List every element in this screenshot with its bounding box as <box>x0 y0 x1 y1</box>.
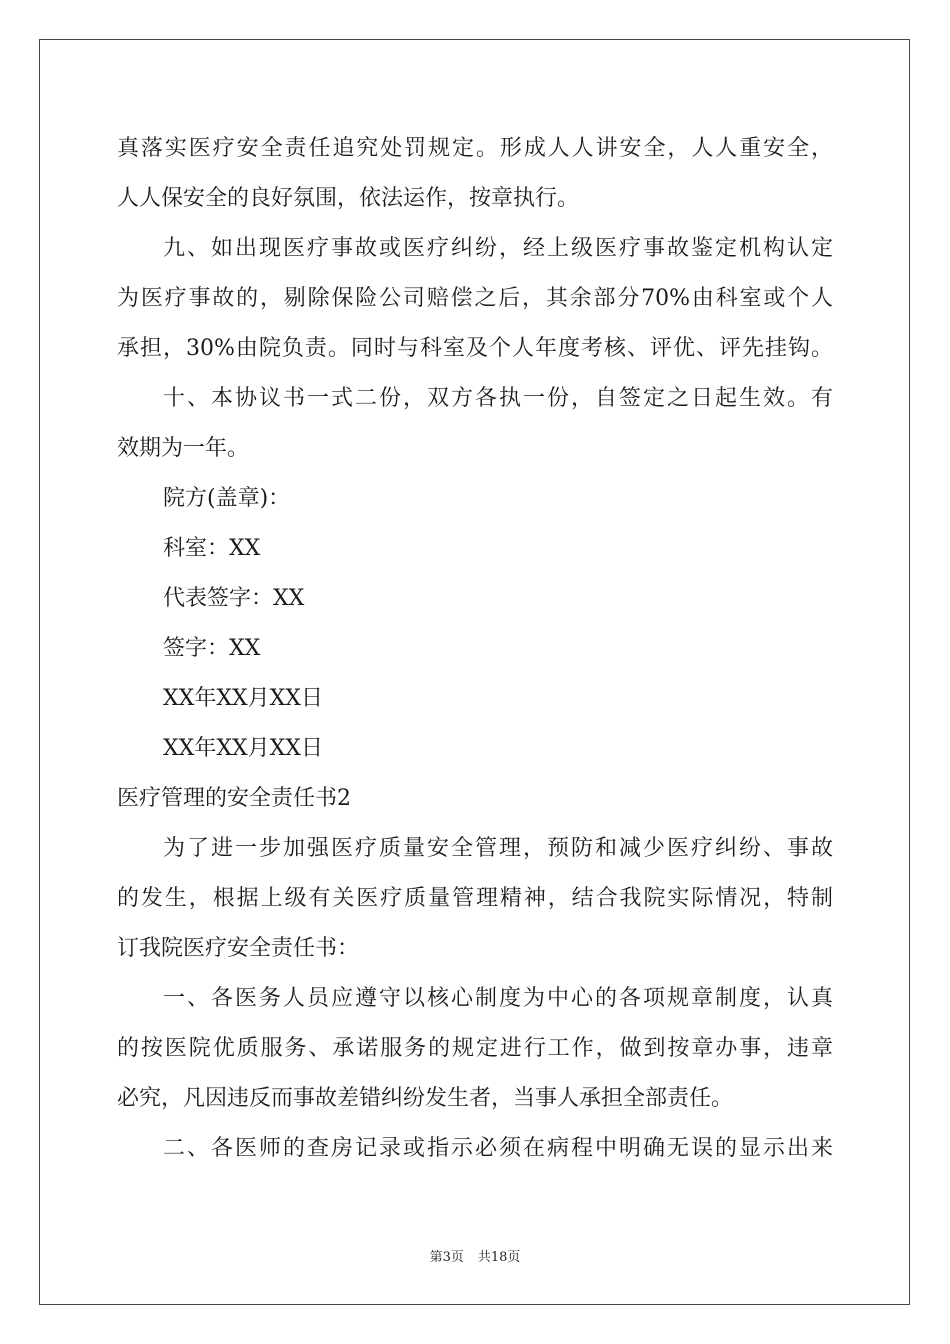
text-line: 十、本协议书一式二份，双方各执一份，自签定之日起生效。有 <box>163 386 833 411</box>
text-line: 效期为一年。 <box>117 436 250 461</box>
text-line: 科室：XX <box>163 536 261 561</box>
text-line: 医疗管理的安全责任书2 <box>117 786 351 811</box>
document-body <box>117 124 833 1174</box>
text-line: XX年XX月XX日 <box>163 736 323 761</box>
text-line: 院方(盖章)： <box>163 486 291 511</box>
text-line: 为了进一步加强医疗质量安全管理，预防和减少医疗纠纷、事故 <box>163 836 833 861</box>
text-line: 的发生，根据上级有关医疗质量管理精神，结合我院实际情况，特制 <box>117 886 833 911</box>
text-line: 九、如出现医疗事故或医疗纠纷，经上级医疗事故鉴定机构认定 <box>163 236 833 261</box>
text-line: 为医疗事故的，剔除保险公司赔偿之后，其余部分70%由科室或个人 <box>117 286 833 311</box>
text-line: 签字：XX <box>163 636 261 661</box>
page-number: 第3页 <box>429 1250 464 1265</box>
text-line: 的按医院优质服务、承诺服务的规定进行工作，做到按章办事，违章 <box>117 1036 833 1061</box>
text-line: 一、各医务人员应遵守以核心制度为中心的各项规章制度，认真 <box>163 986 833 1011</box>
text-line: 必究，凡因违反而事故差错纠纷发生者，当事人承担全部责任。 <box>117 1086 734 1111</box>
text-line: 承担，30%由院负责。同时与科室及个人年度考核、评优、评先挂钩。 <box>117 336 833 361</box>
text-line: 订我院医疗安全责任书： <box>117 936 360 961</box>
text-line: 代表签字：XX <box>163 586 305 611</box>
text-line: 人人保安全的良好氛围，依法运作，按章执行。 <box>117 186 580 211</box>
text-line: XX年XX月XX日 <box>163 686 323 711</box>
text-line: 真落实医疗安全责任追究处罚规定。形成人人讲安全，人人重安全， <box>117 136 833 161</box>
page-footer <box>0 1246 950 1265</box>
text-line: 二、各医师的查房记录或指示必须在病程中明确无误的显示出来 <box>163 1136 833 1161</box>
page-total: 共18页 <box>477 1250 521 1265</box>
